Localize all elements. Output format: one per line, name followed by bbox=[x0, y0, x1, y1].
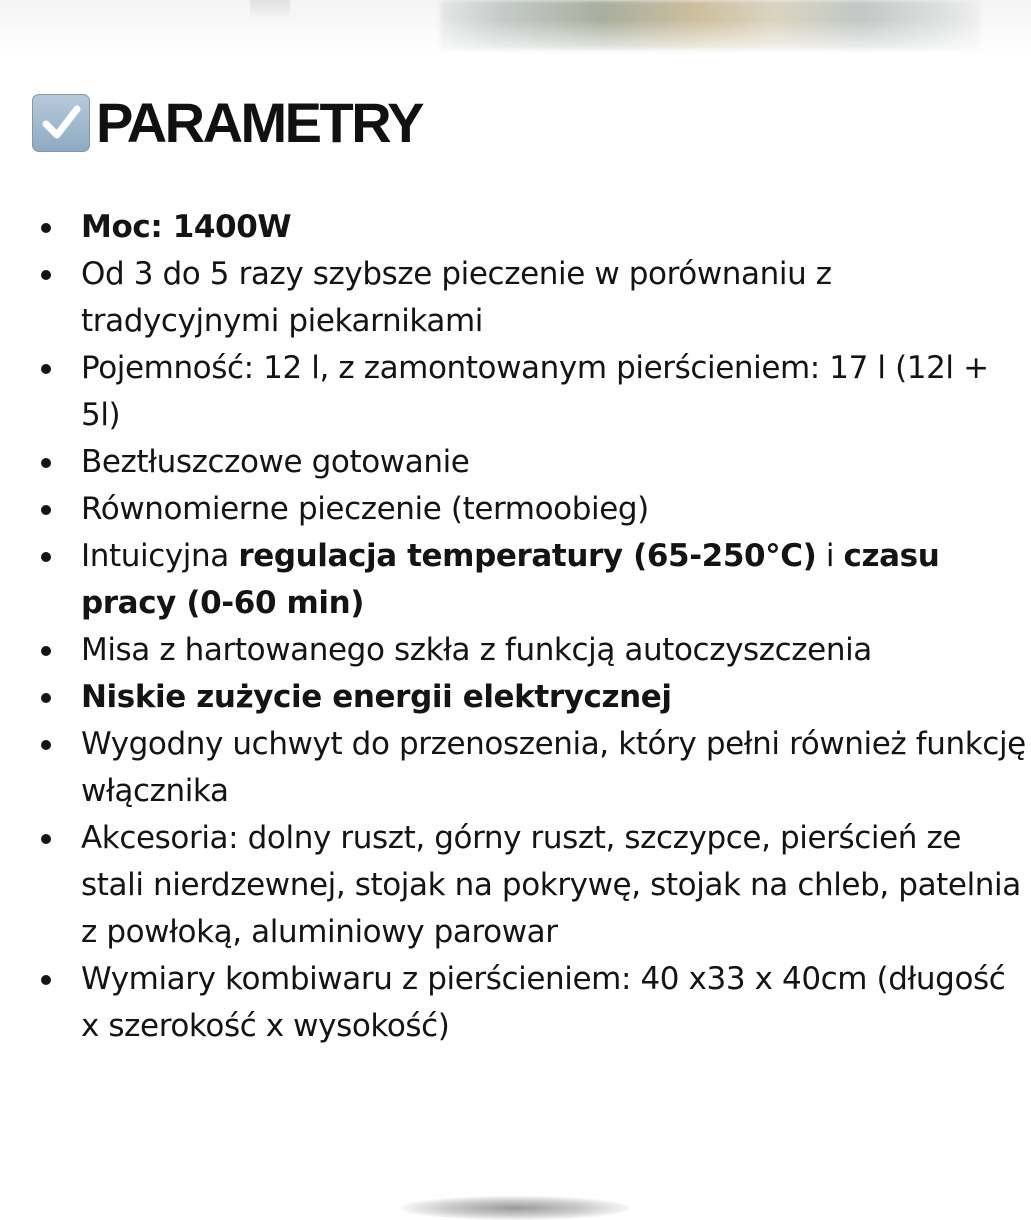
checkmark-icon bbox=[38, 100, 84, 146]
list-item-capacity bbox=[36, 345, 1026, 439]
handle-text: Wygodny uchwyt do przenoszenia, który pełni również funkcję włącznika bbox=[81, 726, 1026, 809]
energy-text: Niskie zużycie energii elektrycznej bbox=[81, 679, 672, 715]
list-item-power bbox=[36, 204, 1026, 251]
list-item-controls bbox=[36, 533, 1026, 627]
section-title: PARAMETRY bbox=[96, 91, 422, 154]
time-range: czasu pracy (0-60 min) bbox=[81, 538, 940, 621]
controls-prefix: Intuicyjna bbox=[81, 538, 239, 574]
convection-text: Równomierne pieczenie (termoobieg) bbox=[81, 491, 649, 527]
list-item-energy bbox=[36, 674, 1026, 721]
product-photo-shadow bbox=[250, 0, 290, 20]
capacity-text: Pojemność: 12 l, z zamontowanym pierścieniem: 17 l (12l + 5l) bbox=[81, 350, 989, 433]
product-photo-fade bbox=[0, 20, 1031, 62]
list-item-accessories bbox=[36, 815, 1026, 956]
list-item-convection bbox=[36, 486, 1026, 533]
power-text: Moc: 1400W bbox=[81, 209, 292, 245]
list-item-handle bbox=[36, 721, 1026, 815]
temperature-range: regulacja temperatury (65-250°C) bbox=[238, 538, 817, 574]
list-item-fat-free bbox=[36, 439, 1026, 486]
dimensions-text: Wymiary kombiwaru z pierścieniem: 40 x33 x 40cm (długość x szerokość x wysokość) bbox=[81, 961, 1006, 1044]
list-item-bowl bbox=[36, 627, 1026, 674]
parameters-list bbox=[36, 204, 1026, 1050]
product-photo-bottom-edge bbox=[400, 1196, 630, 1220]
list-item-speed bbox=[36, 251, 1026, 345]
section-heading bbox=[32, 92, 422, 154]
check-box-icon bbox=[32, 94, 90, 152]
bowl-text: Misa z hartowanego szkła z funkcją autoczyszczenia bbox=[81, 632, 872, 668]
controls-joiner: i bbox=[816, 538, 844, 574]
list-item-dimensions bbox=[36, 956, 1026, 1050]
speed-text: Od 3 do 5 razy szybsze pieczenie w porównaniu z tradycyjnymi piekarnikami bbox=[81, 256, 832, 339]
product-photo-edge bbox=[0, 0, 1031, 62]
fat-free-text: Beztłuszczowe gotowanie bbox=[81, 444, 470, 480]
accessories-text: Akcesoria: dolny ruszt, górny ruszt, szczypce, pierścień ze stali nierdzewnej, stojak na pokrywę, stojak na chleb, patelnia z powłoką, aluminiowy parowar bbox=[81, 820, 1021, 950]
